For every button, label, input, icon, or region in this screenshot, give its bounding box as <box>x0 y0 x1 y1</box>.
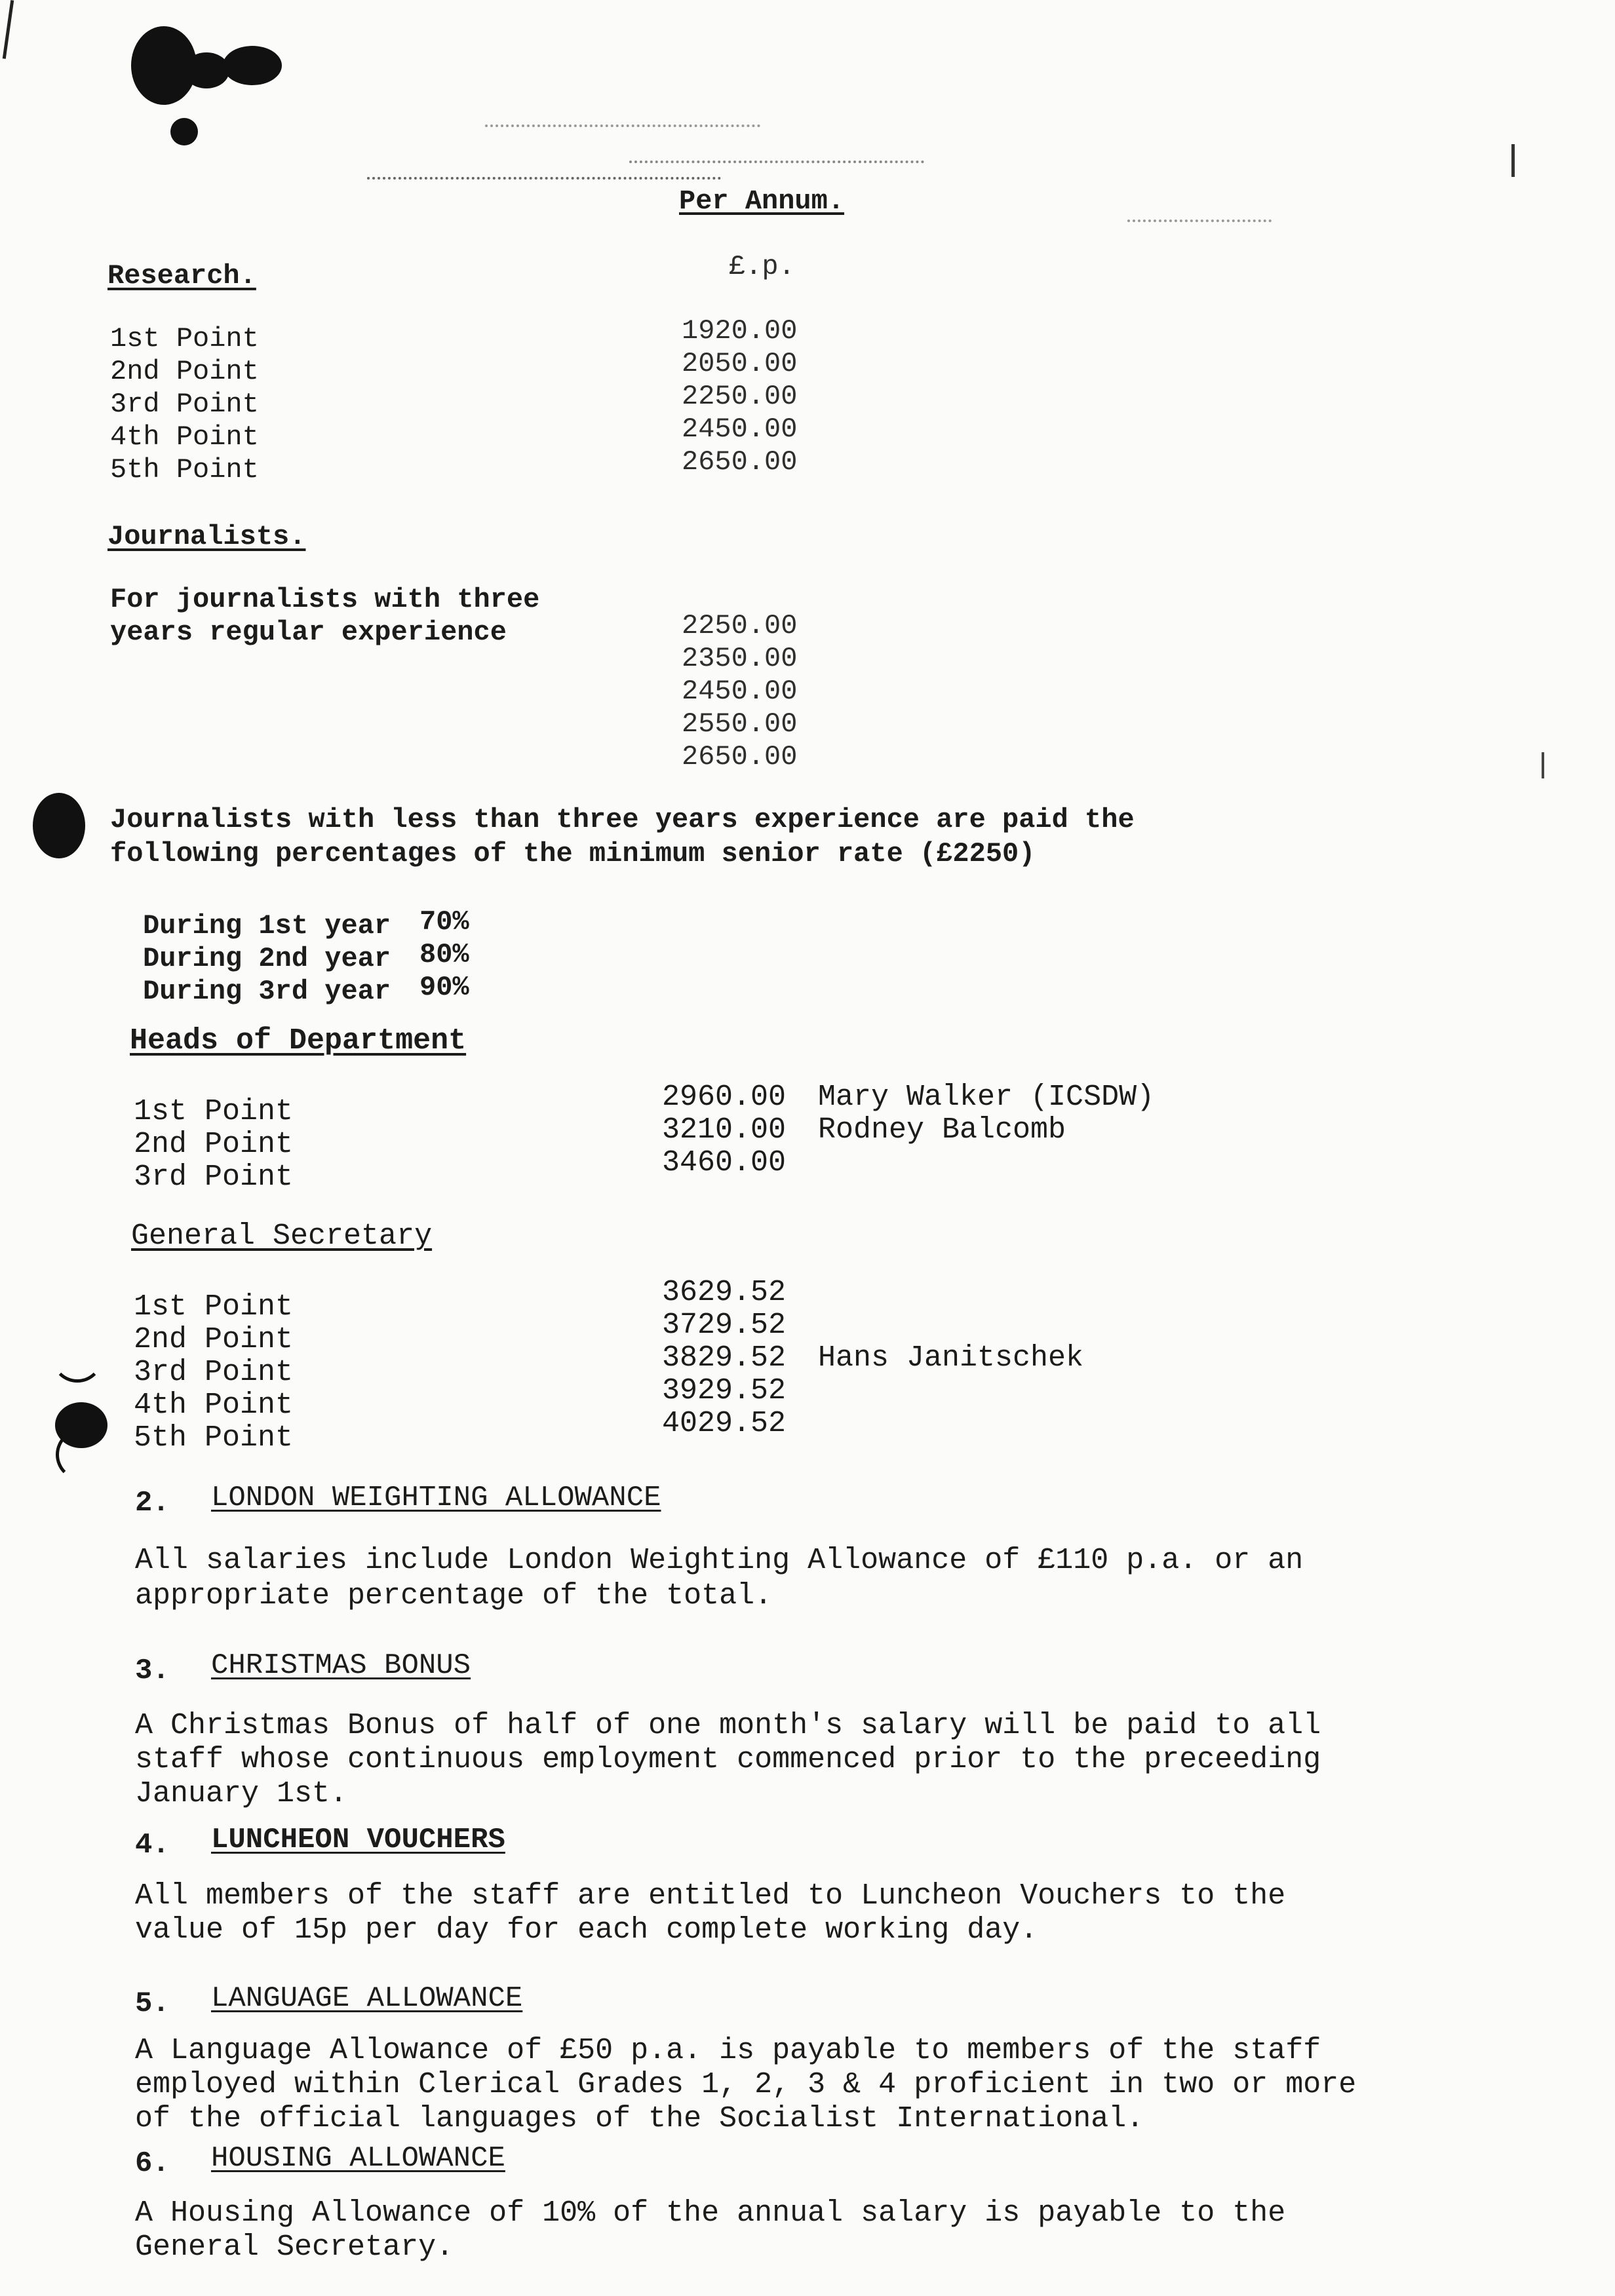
section-number: 4. <box>135 1829 170 1862</box>
currency-unit: £.p. <box>729 251 795 282</box>
per-annum-heading: Per Annum. <box>679 185 845 217</box>
gs-point-label: 3rd Point <box>134 1356 294 1389</box>
section-text: A Christmas Bonus of half of one month's salary will be paid to all <box>135 1709 1321 1742</box>
scan-dots <box>367 177 721 180</box>
research-point-amount: 1920.00 <box>682 315 798 347</box>
journalists-note: Journalists with less than three years experience are paid the <box>110 804 1135 835</box>
punch-hole-arc <box>51 1330 104 1383</box>
percentage-value: 90% <box>419 972 469 1003</box>
journalists-heading: Journalists. <box>107 521 306 552</box>
section-text: of the official languages of the Socialist International. <box>135 2102 1144 2135</box>
section-text: A Language Allowance of £50 p.a. is payable to members of the staff <box>135 2034 1321 2067</box>
gs-point-amount: 4029.52 <box>662 1407 787 1440</box>
research-point-amount: 2650.00 <box>682 446 798 478</box>
section-text: January 1st. <box>135 1777 348 1810</box>
journalists-amount: 2550.00 <box>682 708 798 740</box>
research-point-label: 1st Point <box>110 323 259 354</box>
journalists-description: For journalists with three <box>110 584 540 615</box>
gs-point-amount: 3829.52 <box>662 1341 787 1375</box>
research-point-label: 4th Point <box>110 421 259 453</box>
scan-dots <box>1127 220 1272 222</box>
percentage-value: 80% <box>419 939 469 970</box>
section-title: CHRISTMAS BONUS <box>211 1649 471 1682</box>
percentage-label: During 3rd year <box>143 976 391 1007</box>
research-point-amount: 2450.00 <box>682 413 798 445</box>
section-text: employed within Clerical Grades 1, 2, 3 & 4 proficient in two or more <box>135 2068 1357 2101</box>
section-number: 6. <box>135 2147 170 2180</box>
section-text: value of 15p per day for each complete working day. <box>135 1913 1038 1947</box>
percentage-label: During 2nd year <box>143 943 391 974</box>
section-number: 5. <box>135 1987 170 2020</box>
scan-dots <box>485 124 760 127</box>
research-heading: Research. <box>107 260 256 292</box>
section-text: appropriate percentage of the total. <box>135 1579 773 1613</box>
hod-point-amount: 3460.00 <box>662 1146 787 1179</box>
hod-point-name: Rodney Balcomb <box>818 1113 1066 1147</box>
journalists-amount: 2250.00 <box>682 610 798 641</box>
punch-hole-arc <box>56 1428 108 1481</box>
hod-point-label: 2nd Point <box>134 1128 294 1161</box>
gs-point-label: 1st Point <box>134 1290 294 1324</box>
journalists-amount: 2350.00 <box>682 643 798 674</box>
left-edge-mark <box>3 0 14 59</box>
heads-of-department-heading: Heads of Department <box>130 1024 467 1058</box>
section-text: All salaries include London Weighting Allowance of £110 p.a. or an <box>135 1544 1304 1577</box>
right-edge-mark <box>1511 144 1515 177</box>
gs-point-label: 5th Point <box>134 1421 294 1455</box>
percentage-label: During 1st year <box>143 910 391 942</box>
gs-point-amount: 3729.52 <box>662 1309 787 1342</box>
journalists-note: following percentages of the minimum senior rate (£2250) <box>110 838 1036 870</box>
section-title: LANGUAGE ALLOWANCE <box>211 1982 523 2015</box>
section-text: A Housing Allowance of 10% of the annual salary is payable to the <box>135 2196 1286 2230</box>
section-number: 3. <box>135 1655 170 1687</box>
hod-point-amount: 3210.00 <box>662 1113 787 1147</box>
research-point-label: 2nd Point <box>110 356 259 387</box>
section-title: LONDON WEIGHTING ALLOWANCE <box>211 1482 661 1514</box>
hod-point-label: 1st Point <box>134 1095 294 1128</box>
hod-point-amount: 2960.00 <box>662 1081 787 1114</box>
research-point-label: 3rd Point <box>110 389 259 420</box>
research-point-amount: 2250.00 <box>682 381 798 412</box>
gs-point-label: 4th Point <box>134 1388 294 1422</box>
section-text: General Secretary. <box>135 2230 454 2264</box>
right-edge-mark <box>1542 752 1544 778</box>
ink-blot <box>184 52 229 88</box>
hod-point-name: Mary Walker (ICSDW) <box>818 1081 1155 1114</box>
research-point-amount: 2050.00 <box>682 348 798 379</box>
hod-point-label: 3rd Point <box>134 1160 294 1194</box>
section-title: LUNCHEON VOUCHERS <box>211 1824 505 1856</box>
scan-dots <box>629 161 924 163</box>
section-text: All members of the staff are entitled to Luncheon Vouchers to the <box>135 1879 1286 1913</box>
journalists-amount: 2450.00 <box>682 676 798 707</box>
punch-hole-mark <box>33 793 85 858</box>
section-number: 2. <box>135 1487 170 1520</box>
gs-point-amount: 3929.52 <box>662 1374 787 1407</box>
percentage-value: 70% <box>419 906 469 938</box>
section-title: HOUSING ALLOWANCE <box>211 2142 505 2175</box>
gs-point-label: 2nd Point <box>134 1323 294 1356</box>
gs-point-name: Hans Janitschek <box>818 1341 1084 1375</box>
ink-blot <box>170 118 198 145</box>
section-text: staff whose continuous employment commenced prior to the preceeding <box>135 1743 1321 1776</box>
ink-blot <box>223 46 282 85</box>
research-point-label: 5th Point <box>110 454 259 486</box>
gs-point-amount: 3629.52 <box>662 1276 787 1309</box>
journalists-amount: 2650.00 <box>682 741 798 773</box>
journalists-description: years regular experience <box>110 617 507 648</box>
general-secretary-heading: General Secretary <box>131 1219 433 1253</box>
